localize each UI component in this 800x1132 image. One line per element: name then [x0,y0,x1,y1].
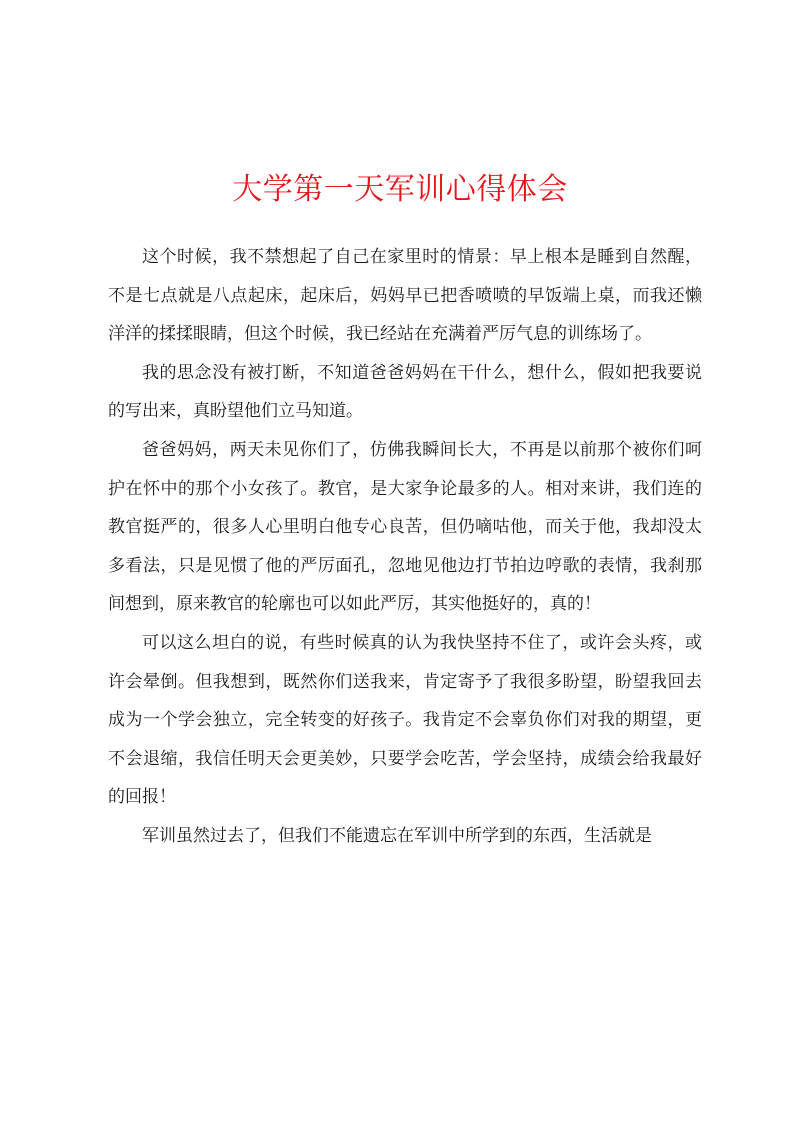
paragraph-2: 我的思念没有被打断，不知道爸爸妈妈在干什么，想什么，假如把我要说的写出来，真盼望他们立马知道。 [108,362,702,422]
paragraph-4: 可以这么坦白的说，有些时候真的认为我快坚持不住了，或许会头疼，或许会晕倒。但我想到，既然你们送我来，肯定寄予了我很多盼望，盼望我回去成为一个学会独立，完全转变的好孩子。我肯定不会辜负你们对我的期望，更不会退缩，我信任明天会更美妙，只要学会吃苦，学会坚持，成绩会给我最好的回报！ [108,632,702,808]
paragraph-5: 军训虽然过去了，但我们不能遗忘在军训中所学到的东西，生活就是 [142,825,652,846]
document-title: 大学第一天军训心得体会 [232,172,568,207]
document-body [108,238,702,856]
paragraph-1: 这个时候，我不禁想起了自己在家里时的情景：早上根本是睡到自然醒，不是七点就是八点起床，起床后，妈妈早已把香喷喷的早饭端上桌，而我还懒洋洋的揉揉眼睛，但这个时候，我已经站在充满着严厉气息的训练场了。 [108,247,702,345]
paragraph-3: 爸爸妈妈，两天未见你们了，仿佛我瞬间长大，不再是以前那个被你们呵护在怀中的那个小女孩了。教官，是大家争论最多的人。相对来讲，我们连的教官挺严的，很多人心里明白他专心良苦，但仍嘀咕他，而关于他，我却没太多看法，只是见惯了他的严厉面孔，忽地见他边打节拍边哼歌的表情，我刹那间想到，原来教官的轮廓也可以如此严厉，其实他挺好的，真的！ [108,439,702,615]
